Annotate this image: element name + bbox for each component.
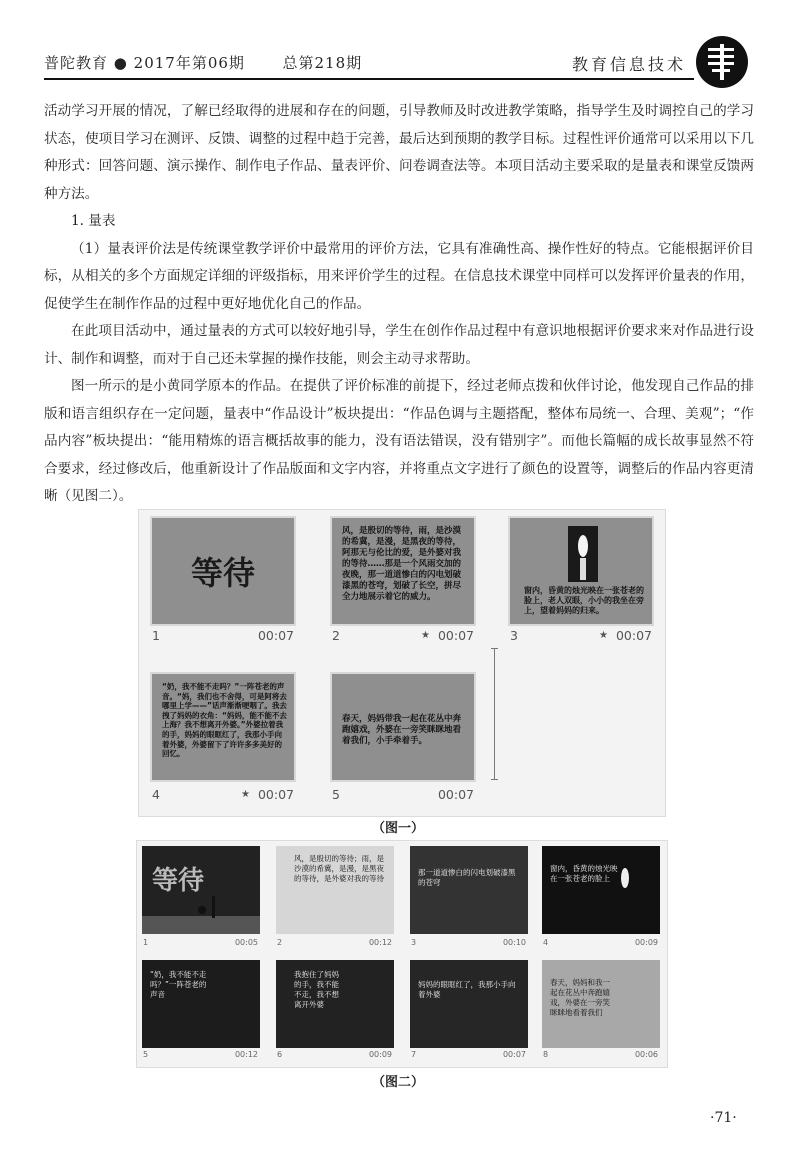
fig1-slide-5 xyxy=(330,672,476,782)
slide-text: 窗内，昏黄的烛光映在一张苍老的脸上 xyxy=(550,864,618,883)
fig2-slide-6 xyxy=(276,960,394,1048)
slide-text: 妈妈的眼眶红了，我那小手向着外婆 xyxy=(418,980,516,999)
slide-text: 春天，妈妈和我一起在花丛中奔跑嬉戏，外婆在一旁笑眯眯地看着我们 xyxy=(550,978,610,1017)
page-number: ·71· xyxy=(710,1110,737,1126)
fig2-slide-1 xyxy=(142,846,260,934)
scroll-indicator xyxy=(494,648,495,780)
candle-image xyxy=(568,526,598,582)
fig2-slide-5 xyxy=(142,960,260,1048)
journal-info xyxy=(44,52,362,73)
fig2-slide-3 xyxy=(410,846,528,934)
fig2-slide-8 xyxy=(542,960,660,1048)
total-issue-label: 总第218期 xyxy=(282,54,363,72)
slide-text: 窗内，昏黄的烛光映在一张苍老的脸上，老人双眼，小小的我坐在旁上，望着妈妈的归来。 xyxy=(524,586,644,615)
journal-name: 普陀教育 xyxy=(44,54,109,72)
slide-title: 等待 xyxy=(152,866,205,896)
slide-text: 我抱住了妈妈的手，我不能不走，我不想离开外婆 xyxy=(294,970,339,1009)
fig1-slide-3 xyxy=(508,516,654,626)
fig1-slide-1 xyxy=(150,516,296,626)
figure-1-caption: （图一） xyxy=(372,821,425,836)
paragraph-4: 图一所示的是小黄同学原本的作品。在提供了评价标准的前提下，经过老师点拨和伙伴讨论，他发现自己作品的排版和语言组织存在一定问题，量表中“作品设计”板块提出：“作品色调与主题搭配，整体布局统一、合理、美观”；“作品内容”板块提出：“能用精炼的语言概括故事的能力，没有语法错误，没有错别字”。而他长篇幅的成长故事显然不符合要求，经过修改后，他重新设计了作品版面和文字内容，并将重点文字进行了颜色的设置等，调整后的作品内容更清晰（见图二）。 xyxy=(44,378,754,504)
slide-text: “奶，我不能不走吗？”一阵苍老的声音。“妈，我们也不舍得，可是阿将去哪里上学——”话声渐渐哽咽了。我去拽了妈妈的衣角：“妈妈，能不能不去上海？我不想离开外婆。”外婆拉着我的手，妈妈的眼眶红了，我那小手向着外婆，外婆留下了许许多多美好的回忆。 xyxy=(162,682,287,759)
fig1-slide-2 xyxy=(330,516,476,626)
section-heading: 1. 量表 xyxy=(71,213,116,229)
bullet-dot: ● xyxy=(113,54,128,72)
journal-logo-icon xyxy=(696,36,748,88)
slide-text: 那一道道惨白的闪电划破漆黑的苍穹 xyxy=(418,868,516,887)
slide-text: 春天，妈妈带我一起在花丛中奔跑嬉戏，外婆在一旁笑眯眯地看着我们，小手牵着手。 xyxy=(342,714,462,746)
fig2-slide-2 xyxy=(276,846,394,934)
figure-2-caption: （图二） xyxy=(372,1075,425,1090)
page-header xyxy=(44,40,748,80)
fig2-slide-7 xyxy=(410,960,528,1048)
paragraph-2: （1）量表评价法是传统课堂教学评价中最常用的评价方法，它具有准确性高、操作性好的特点。它能根据评价目标，从相关的多个方面规定详细的评级指标，用来评价学生的过程。在信息技术课堂中同样可以发挥评价量表的作用，促使学生在制作作品的过程中更好地优化自己的作品。 xyxy=(44,240,754,312)
star-icon: ★ xyxy=(241,789,250,800)
fig2-slide-4 xyxy=(542,846,660,934)
fig1-slide-4 xyxy=(150,672,296,782)
issue-label: 2017年第06期 xyxy=(133,54,245,72)
header-rule xyxy=(44,78,694,80)
section-title: 教育信息技术 xyxy=(571,55,686,74)
slide-text: 风，是殷切的等待，雨，是沙漠的希冀，是漫，是黑夜的等待，阿那无与伦比的爱，是外婆对我的等待……那是一个风雨交加的夜晚，那一道道惨白的闪电划破漆黑的苍穹，划破了长空，拼尽全力地展示着它的威力。 xyxy=(342,526,462,602)
slide-text: “奶，我不能不走吗？”一阵苍老的声音 xyxy=(150,970,207,999)
slide-title: 等待 xyxy=(190,554,255,592)
article-body xyxy=(44,98,754,511)
star-icon: ★ xyxy=(599,630,608,641)
paragraph-1: 活动学习开展的情况，了解已经取得的进展和存在的问题，引导教师及时改进教学策略，指导学生及时调控自己的学习状态，使项目学习在测评、反馈、调整的过程中趋于完善，最后达到预期的教学目标。过程性评价通常可以采用以下几种形式：回答问题、演示操作、制作电子作品、量表评价、问卷调查法等。本项目活动主要采取的是量表和课堂反馈两种方法。 xyxy=(44,103,754,202)
paragraph-3: 在此项目活动中，通过量表的方式可以较好地引导，学生在创作作品过程中有意识地根据评价要求来对作品进行设计、制作和调整，而对于自己还未掌握的操作技能，则会主动寻求帮助。 xyxy=(44,323,754,367)
star-icon: ★ xyxy=(421,630,430,641)
candle-icon xyxy=(618,866,632,906)
slide-text: 风，是殷切的等待；雨，是沙漠的希冀，是漫，是黑夜的等待，是外婆对我的等待 xyxy=(294,854,384,883)
